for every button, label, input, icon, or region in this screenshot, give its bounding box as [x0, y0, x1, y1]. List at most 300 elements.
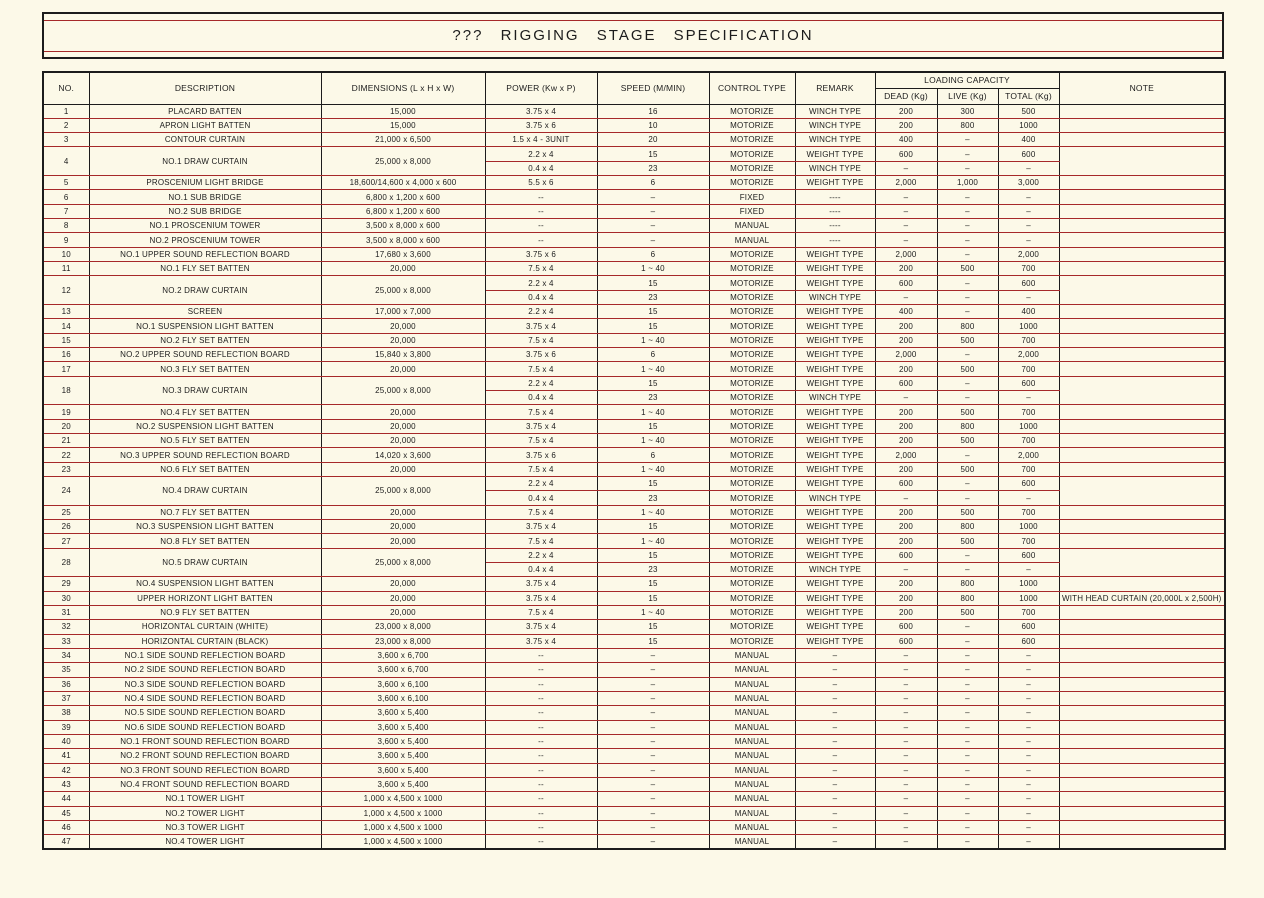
row-dimensions: 17,000 x 7,000 [321, 305, 485, 319]
column-header-dead: DEAD (Kg) [875, 88, 937, 104]
row-description: NO.1 FRONT SOUND REFLECTION BOARD [89, 734, 321, 748]
cell-dead: – [875, 233, 937, 247]
cell-total: – [998, 677, 1059, 691]
table-row [43, 448, 1225, 462]
column-header-speed: SPEED (M/MIN) [597, 72, 709, 104]
row-no: 9 [43, 233, 89, 247]
row-note [1059, 691, 1225, 705]
cell-power: 5.5 x 6 [485, 176, 597, 190]
row-no: 13 [43, 305, 89, 319]
cell-live: – [937, 677, 998, 691]
cell-speed: 15 [597, 305, 709, 319]
cell-total: – [998, 204, 1059, 218]
cell-power: -- [485, 777, 597, 791]
cell-speed: 15 [597, 520, 709, 534]
table-row [43, 548, 1225, 562]
cell-control-type: MANUAL [709, 734, 795, 748]
cell-speed: – [597, 749, 709, 763]
cell-power: -- [485, 820, 597, 834]
cell-power: 7.5 x 4 [485, 405, 597, 419]
cell-power: -- [485, 204, 597, 218]
cell-control-type: MOTORIZE [709, 520, 795, 534]
cell-control-type: MOTORIZE [709, 147, 795, 161]
row-note [1059, 505, 1225, 519]
cell-total: – [998, 720, 1059, 734]
cell-dead: 200 [875, 362, 937, 376]
cell-speed: 15 [597, 276, 709, 290]
row-no: 28 [43, 548, 89, 577]
cell-speed: – [597, 677, 709, 691]
table-row [43, 820, 1225, 834]
table-row [43, 190, 1225, 204]
cell-speed: – [597, 648, 709, 662]
cell-dead: – [875, 691, 937, 705]
row-dimensions: 3,600 x 6,700 [321, 663, 485, 677]
cell-dead: – [875, 706, 937, 720]
table-header [43, 72, 1225, 104]
cell-total: – [998, 706, 1059, 720]
cell-control-type: MANUAL [709, 792, 795, 806]
cell-live: – [937, 133, 998, 147]
cell-live: – [937, 706, 998, 720]
cell-total: 700 [998, 534, 1059, 548]
cell-total: 2,000 [998, 348, 1059, 362]
cell-power: 2.2 x 4 [485, 276, 597, 290]
cell-power: 3.75 x 4 [485, 520, 597, 534]
row-description: HORIZONTAL CURTAIN (BLACK) [89, 634, 321, 648]
table-row [43, 648, 1225, 662]
row-note [1059, 405, 1225, 419]
cell-power: 7.5 x 4 [485, 605, 597, 619]
row-dimensions: 1,000 x 4,500 x 1000 [321, 820, 485, 834]
row-dimensions: 20,000 [321, 262, 485, 276]
table-row [43, 620, 1225, 634]
row-dimensions: 3,600 x 5,400 [321, 706, 485, 720]
row-dimensions: 3,500 x 8,000 x 600 [321, 219, 485, 233]
row-note [1059, 577, 1225, 591]
cell-control-type: MOTORIZE [709, 247, 795, 261]
cell-speed: 15 [597, 477, 709, 491]
cell-live: – [937, 233, 998, 247]
cell-dead: – [875, 391, 937, 405]
table-row [43, 605, 1225, 619]
row-description: NO.6 FLY SET BATTEN [89, 462, 321, 476]
cell-dead: 2,000 [875, 247, 937, 261]
cell-total: – [998, 219, 1059, 233]
row-note [1059, 534, 1225, 548]
cell-dead: 600 [875, 376, 937, 390]
row-dimensions: 20,000 [321, 577, 485, 591]
row-note [1059, 634, 1225, 648]
cell-remark: – [795, 677, 875, 691]
row-dimensions: 3,600 x 5,400 [321, 763, 485, 777]
cell-remark: WINCH TYPE [795, 290, 875, 304]
row-note [1059, 820, 1225, 834]
cell-speed: – [597, 190, 709, 204]
row-dimensions: 3,600 x 5,400 [321, 720, 485, 734]
row-note [1059, 835, 1225, 849]
row-no: 11 [43, 262, 89, 276]
column-header-description: DESCRIPTION [89, 72, 321, 104]
cell-dead: – [875, 204, 937, 218]
row-dimensions: 20,000 [321, 462, 485, 476]
cell-live: 500 [937, 362, 998, 376]
cell-total: 1000 [998, 118, 1059, 132]
cell-total: 600 [998, 548, 1059, 562]
cell-speed: 1 ~ 40 [597, 505, 709, 519]
table-row [43, 777, 1225, 791]
cell-dead: 600 [875, 620, 937, 634]
cell-control-type: MOTORIZE [709, 448, 795, 462]
cell-dead: – [875, 677, 937, 691]
title-block [42, 12, 1224, 59]
page-title: ??? RIGGING STAGE SPECIFICATION [452, 26, 814, 44]
cell-control-type: MOTORIZE [709, 362, 795, 376]
table-row [43, 505, 1225, 519]
cell-total: – [998, 792, 1059, 806]
cell-total: 1000 [998, 419, 1059, 433]
row-dimensions: 20,000 [321, 505, 485, 519]
row-note [1059, 147, 1225, 176]
table-row [43, 319, 1225, 333]
cell-remark: WEIGHT TYPE [795, 477, 875, 491]
cell-power: 2.2 x 4 [485, 147, 597, 161]
row-description: NO.4 FLY SET BATTEN [89, 405, 321, 419]
cell-remark: – [795, 763, 875, 777]
cell-dead: 200 [875, 405, 937, 419]
cell-speed: 15 [597, 419, 709, 433]
row-description: NO.2 PROSCENIUM TOWER [89, 233, 321, 247]
cell-live: – [937, 663, 998, 677]
row-no: 30 [43, 591, 89, 605]
cell-control-type: FIXED [709, 204, 795, 218]
row-description: NO.2 TOWER LIGHT [89, 806, 321, 820]
cell-dead: 600 [875, 276, 937, 290]
row-note [1059, 520, 1225, 534]
cell-total: 700 [998, 362, 1059, 376]
cell-live: – [937, 305, 998, 319]
cell-speed: 15 [597, 548, 709, 562]
row-note [1059, 276, 1225, 305]
row-note [1059, 706, 1225, 720]
cell-remark: WINCH TYPE [795, 391, 875, 405]
cell-speed: – [597, 691, 709, 705]
cell-speed: 1 ~ 40 [597, 262, 709, 276]
cell-control-type: MOTORIZE [709, 348, 795, 362]
row-description: NO.2 DRAW CURTAIN [89, 276, 321, 305]
cell-control-type: MOTORIZE [709, 391, 795, 405]
row-no: 19 [43, 405, 89, 419]
cell-remark: WEIGHT TYPE [795, 548, 875, 562]
table-row [43, 305, 1225, 319]
cell-remark: WEIGHT TYPE [795, 376, 875, 390]
cell-speed: 1 ~ 40 [597, 462, 709, 476]
cell-control-type: MANUAL [709, 219, 795, 233]
row-no: 1 [43, 104, 89, 118]
cell-speed: – [597, 663, 709, 677]
table-row [43, 477, 1225, 491]
cell-live: – [937, 219, 998, 233]
row-note [1059, 663, 1225, 677]
table-row [43, 663, 1225, 677]
cell-total: – [998, 734, 1059, 748]
cell-remark: – [795, 734, 875, 748]
cell-speed: 15 [597, 620, 709, 634]
row-dimensions: 20,000 [321, 319, 485, 333]
cell-live: – [937, 734, 998, 748]
table-row [43, 734, 1225, 748]
cell-control-type: MANUAL [709, 720, 795, 734]
cell-control-type: MOTORIZE [709, 305, 795, 319]
cell-power: -- [485, 749, 597, 763]
row-no: 39 [43, 720, 89, 734]
cell-power: -- [485, 792, 597, 806]
cell-control-type: MANUAL [709, 691, 795, 705]
cell-speed: 1 ~ 40 [597, 362, 709, 376]
row-dimensions: 20,000 [321, 362, 485, 376]
row-dimensions: 23,000 x 8,000 [321, 634, 485, 648]
cell-control-type: MANUAL [709, 706, 795, 720]
cell-total: – [998, 806, 1059, 820]
cell-remark: WEIGHT TYPE [795, 605, 875, 619]
cell-total: – [998, 161, 1059, 175]
row-no: 23 [43, 462, 89, 476]
row-no: 20 [43, 419, 89, 433]
cell-power: 3.75 x 4 [485, 319, 597, 333]
row-description: NO.6 SIDE SOUND REFLECTION BOARD [89, 720, 321, 734]
row-no: 24 [43, 477, 89, 506]
row-description: NO.3 FLY SET BATTEN [89, 362, 321, 376]
cell-live: 500 [937, 605, 998, 619]
table-row [43, 534, 1225, 548]
row-no: 34 [43, 648, 89, 662]
row-no: 22 [43, 448, 89, 462]
cell-total: – [998, 290, 1059, 304]
row-note [1059, 419, 1225, 433]
row-no: 25 [43, 505, 89, 519]
cell-dead: 200 [875, 462, 937, 476]
table-row [43, 749, 1225, 763]
cell-dead: 600 [875, 477, 937, 491]
row-description: NO.1 PROSCENIUM TOWER [89, 219, 321, 233]
cell-dead: 600 [875, 548, 937, 562]
row-dimensions: 15,000 [321, 118, 485, 132]
table-row [43, 276, 1225, 290]
cell-power: -- [485, 734, 597, 748]
cell-power: 3.75 x 4 [485, 620, 597, 634]
row-no: 8 [43, 219, 89, 233]
cell-remark: WEIGHT TYPE [795, 462, 875, 476]
row-dimensions: 25,000 x 8,000 [321, 147, 485, 176]
row-description: PROSCENIUM LIGHT BRIDGE [89, 176, 321, 190]
cell-remark: ---- [795, 204, 875, 218]
cell-control-type: MOTORIZE [709, 620, 795, 634]
row-note [1059, 362, 1225, 376]
cell-total: – [998, 648, 1059, 662]
cell-dead: – [875, 734, 937, 748]
cell-remark: – [795, 806, 875, 820]
row-description: UPPER HORIZONT LIGHT BATTEN [89, 591, 321, 605]
row-dimensions: 17,680 x 3,600 [321, 247, 485, 261]
row-dimensions: 15,000 [321, 104, 485, 118]
cell-dead: – [875, 219, 937, 233]
cell-power: 0.4 x 4 [485, 290, 597, 304]
cell-remark: – [795, 835, 875, 849]
row-description: NO.1 DRAW CURTAIN [89, 147, 321, 176]
table-body [43, 104, 1225, 849]
cell-live: 800 [937, 319, 998, 333]
cell-live: – [937, 806, 998, 820]
cell-speed: – [597, 777, 709, 791]
cell-live: – [937, 391, 998, 405]
row-note [1059, 176, 1225, 190]
table-row [43, 677, 1225, 691]
row-description: NO.3 DRAW CURTAIN [89, 376, 321, 405]
cell-remark: – [795, 792, 875, 806]
row-note [1059, 247, 1225, 261]
cell-remark: WEIGHT TYPE [795, 247, 875, 261]
cell-live: 300 [937, 104, 998, 118]
cell-live: – [937, 348, 998, 362]
cell-speed: 23 [597, 391, 709, 405]
cell-speed: 6 [597, 348, 709, 362]
table-row [43, 691, 1225, 705]
row-dimensions: 3,600 x 6,100 [321, 677, 485, 691]
cell-speed: – [597, 219, 709, 233]
cell-control-type: MOTORIZE [709, 319, 795, 333]
cell-control-type: MANUAL [709, 835, 795, 849]
cell-power: -- [485, 720, 597, 734]
cell-live: – [937, 448, 998, 462]
row-no: 43 [43, 777, 89, 791]
row-note [1059, 262, 1225, 276]
row-dimensions: 25,000 x 8,000 [321, 477, 485, 506]
row-description: NO.2 FLY SET BATTEN [89, 333, 321, 347]
cell-speed: 15 [597, 147, 709, 161]
row-description: NO.4 SIDE SOUND REFLECTION BOARD [89, 691, 321, 705]
row-dimensions: 15,840 x 3,800 [321, 348, 485, 362]
cell-speed: 6 [597, 448, 709, 462]
cell-control-type: MOTORIZE [709, 405, 795, 419]
cell-live: – [937, 820, 998, 834]
row-description: HORIZONTAL CURTAIN (WHITE) [89, 620, 321, 634]
cell-live: 500 [937, 333, 998, 347]
cell-speed: 23 [597, 491, 709, 505]
row-description: NO.4 TOWER LIGHT [89, 835, 321, 849]
row-no: 31 [43, 605, 89, 619]
cell-remark: WEIGHT TYPE [795, 405, 875, 419]
row-dimensions: 20,000 [321, 419, 485, 433]
table-row [43, 176, 1225, 190]
row-no: 47 [43, 835, 89, 849]
table-row [43, 333, 1225, 347]
cell-power: 2.2 x 4 [485, 305, 597, 319]
cell-live: 500 [937, 434, 998, 448]
row-note [1059, 792, 1225, 806]
row-description: NO.9 FLY SET BATTEN [89, 605, 321, 619]
row-description: NO.1 SUSPENSION LIGHT BATTEN [89, 319, 321, 333]
row-no: 46 [43, 820, 89, 834]
row-note [1059, 720, 1225, 734]
cell-total: 400 [998, 305, 1059, 319]
row-description: NO.5 DRAW CURTAIN [89, 548, 321, 577]
cell-dead: – [875, 720, 937, 734]
cell-control-type: MOTORIZE [709, 548, 795, 562]
cell-dead: 200 [875, 577, 937, 591]
row-no: 27 [43, 534, 89, 548]
cell-live: – [937, 835, 998, 849]
cell-remark: WEIGHT TYPE [795, 362, 875, 376]
cell-dead: – [875, 190, 937, 204]
column-header-power: POWER (Kw x P) [485, 72, 597, 104]
table-row [43, 219, 1225, 233]
cell-live: – [937, 792, 998, 806]
row-dimensions: 3,600 x 5,400 [321, 777, 485, 791]
row-note [1059, 305, 1225, 319]
cell-control-type: MOTORIZE [709, 161, 795, 175]
cell-total: – [998, 233, 1059, 247]
table-row [43, 118, 1225, 132]
cell-total: 600 [998, 276, 1059, 290]
table-row [43, 434, 1225, 448]
row-description: NO.3 FRONT SOUND REFLECTION BOARD [89, 763, 321, 777]
cell-live: 800 [937, 591, 998, 605]
row-no: 5 [43, 176, 89, 190]
row-description: NO.1 SIDE SOUND REFLECTION BOARD [89, 648, 321, 662]
cell-remark: WEIGHT TYPE [795, 147, 875, 161]
cell-control-type: MANUAL [709, 648, 795, 662]
title-rule-top [44, 20, 1222, 21]
cell-total: – [998, 820, 1059, 834]
row-note [1059, 749, 1225, 763]
cell-dead: 400 [875, 133, 937, 147]
row-no: 38 [43, 706, 89, 720]
row-no: 45 [43, 806, 89, 820]
cell-power: -- [485, 663, 597, 677]
row-note: WITH HEAD CURTAIN (20,000L x 2,500H) [1059, 591, 1225, 605]
cell-remark: – [795, 720, 875, 734]
cell-total: 600 [998, 147, 1059, 161]
cell-live: – [937, 147, 998, 161]
cell-control-type: MOTORIZE [709, 505, 795, 519]
row-note [1059, 605, 1225, 619]
cell-remark: – [795, 663, 875, 677]
cell-power: -- [485, 648, 597, 662]
cell-dead: 2,000 [875, 176, 937, 190]
cell-power: -- [485, 763, 597, 777]
table-row [43, 577, 1225, 591]
column-header-no: NO. [43, 72, 89, 104]
table-row [43, 233, 1225, 247]
cell-live: – [937, 276, 998, 290]
cell-dead: – [875, 792, 937, 806]
cell-speed: 23 [597, 161, 709, 175]
cell-control-type: MOTORIZE [709, 376, 795, 390]
cell-total: 400 [998, 133, 1059, 147]
row-description: NO.2 SUB BRIDGE [89, 204, 321, 218]
cell-control-type: MOTORIZE [709, 276, 795, 290]
cell-control-type: MANUAL [709, 763, 795, 777]
row-dimensions: 3,600 x 5,400 [321, 749, 485, 763]
row-description: NO.5 SIDE SOUND REFLECTION BOARD [89, 706, 321, 720]
cell-dead: 200 [875, 591, 937, 605]
row-note [1059, 620, 1225, 634]
row-no: 17 [43, 362, 89, 376]
cell-dead: 600 [875, 147, 937, 161]
row-dimensions: 3,600 x 6,700 [321, 648, 485, 662]
cell-total: – [998, 835, 1059, 849]
cell-live: – [937, 477, 998, 491]
